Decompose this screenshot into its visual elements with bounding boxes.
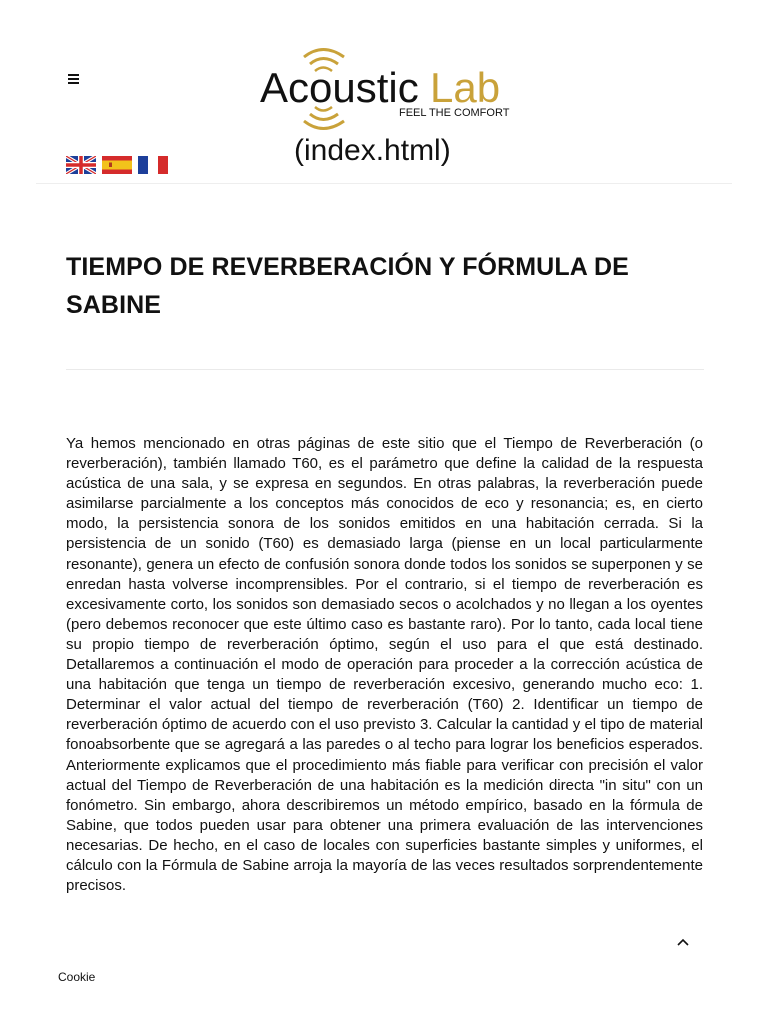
- article-body: Ya hemos mencionado en otras páginas de este sitio que el Tiempo de Reverberación (o reverberación), también llamado T60, es el parámetro que define la calidad de la respuesta acústica de una sala, y se expresa en segundos. En otras palabras, la reverberación puede asimilarse parcialmente a los conceptos más conocidos de eco y resonancia; es, en cierto modo, la persistencia sonora de los sonidos emitidos en una habitación cerrada. Si la persistencia de un sonido (T60) es demasiado larga (piense en un local particularmente resonante), genera un efecto de confusión sonora donde todos los sonidos se superponen y se enredan hasta volverse incomprensibles. Por el contrario, si el tiempo de reverberación es excesivamente corto, los sonidos son demasiado secos o acolchados y no llegan a los oyentes (pero debemos reconocer que este último caso es bastante raro). Por lo tanto, cada local tiene su propio tiempo de reverberación óptimo, según el uso para el que está destinado. Detallaremos a continuación el modo de operación para proceder a la corrección acústica de una habitación que tenga un tiempo de reverberación excesivo, generando mucho eco: 1. Determinar el valor actual del tiempo de reverberación (T60) 2. Identificar un tiempo de reverberación óptimo de acuerdo con el uso previsto 3. Calcular la cantidad y el tipo de material fonoabsorbente que se agregará a las paredes o al techo para lograr los beneficios esperados. Anteriormente explicamos que el procedimiento más fiable para verificar con precisión el valor actual del Tiempo de Reverberación de una habitación es la medición directa "in situ" con un fonómetro. Sin embargo, ahora describiremos un método empírico, basado en la fórmula de Sabine, que todos pueden usar para obtener una primera evaluación de las intervenciones necesarias. De hecho, en el caso de locales con superficies bastante simples y uniformes, el cálculo con la Fórmula de Sabine arroja la mayoría de las veces resultados sorprendentemente precisos.: [66, 435, 703, 895]
- acoustic-lab-logo[interactable]: [258, 44, 518, 136]
- spain-flag-icon[interactable]: [102, 156, 132, 174]
- france-flag-icon[interactable]: [138, 156, 168, 174]
- chevron-up-icon[interactable]: [676, 936, 690, 948]
- site-header: [0, 0, 768, 184]
- logo-graphic: [258, 44, 518, 136]
- svg-text:FEEL THE COMFORT: FEEL THE COMFORT: [399, 107, 510, 119]
- svg-text:Lab: Lab: [430, 64, 501, 111]
- title-divider: [66, 369, 704, 370]
- cookie-settings-link[interactable]: Cookie: [58, 970, 96, 984]
- uk-flag-icon[interactable]: [66, 156, 96, 174]
- svg-text:Acoustic: Acoustic: [260, 64, 419, 111]
- hamburger-menu-icon[interactable]: [68, 74, 82, 88]
- header-divider: [36, 183, 732, 184]
- index-link[interactable]: (index.html): [294, 134, 451, 167]
- article-title: TIEMPO DE REVERBERACIÓN Y FÓRMULA DE SABINE: [66, 253, 629, 319]
